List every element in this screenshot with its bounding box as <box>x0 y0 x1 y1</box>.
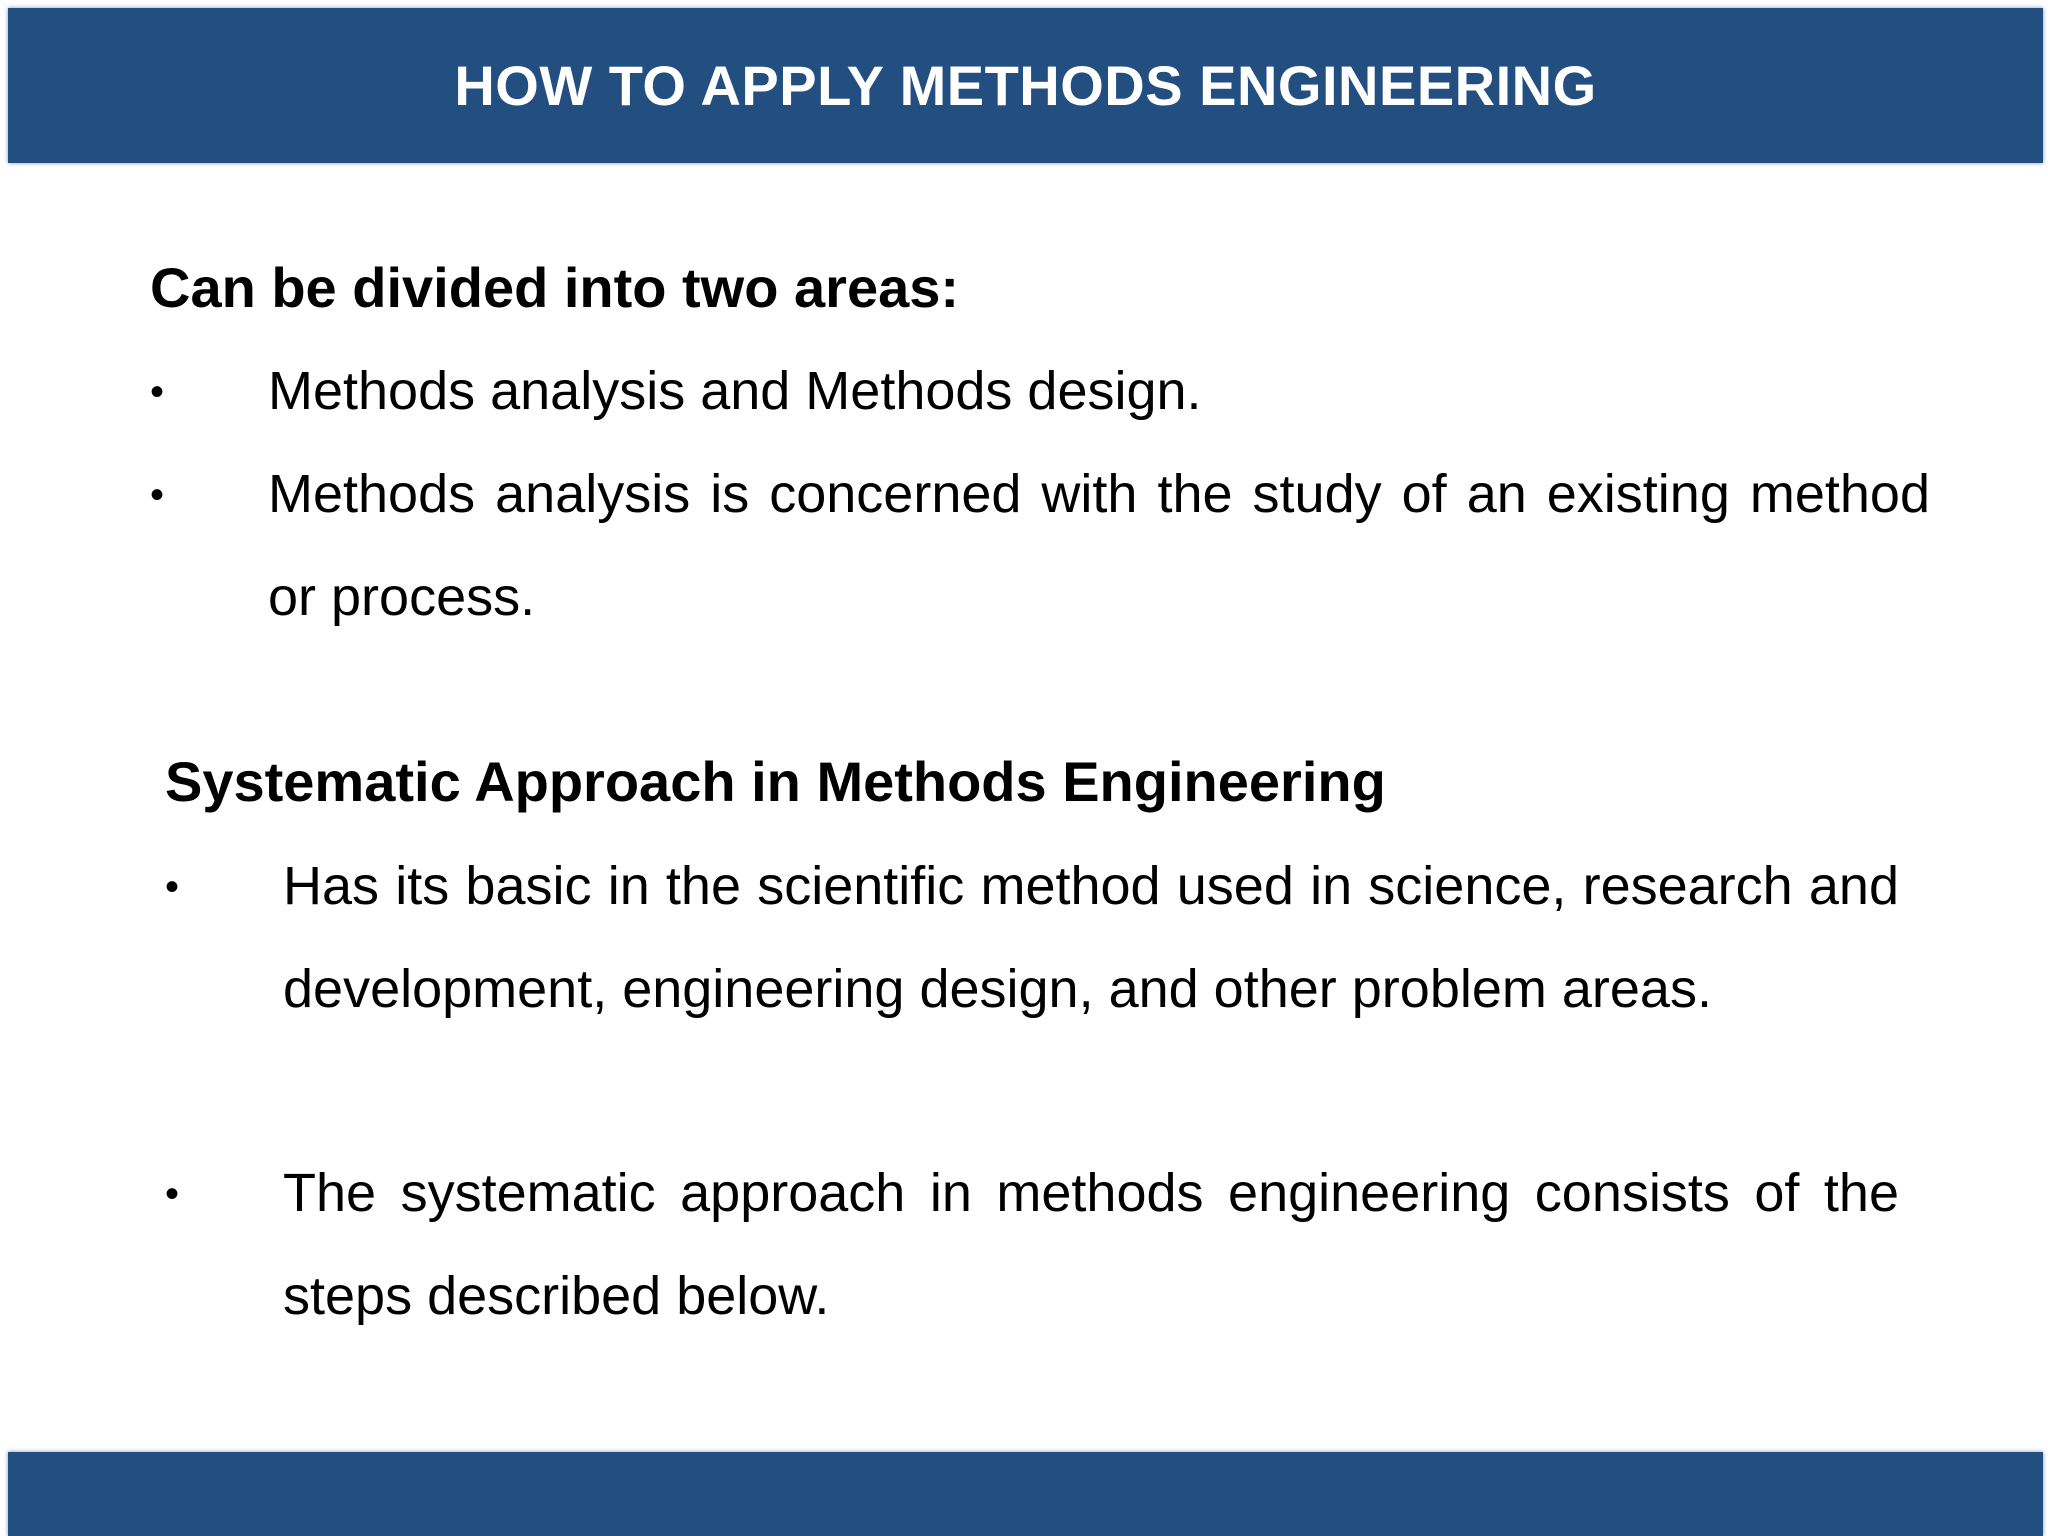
bullet-text: Has its basic in the scientific method used in science, research and development, engineering design, and other problem areas. <box>283 856 1899 1019</box>
list-item <box>165 857 1899 1117</box>
bullet-text: Methods analysis and Methods design. <box>268 361 1202 421</box>
bullet-text: The systematic approach in methods engineering consists of the steps described below. <box>283 1163 1899 1326</box>
bullet-icon: • <box>150 473 165 517</box>
section-heading-systematic-approach: Systematic Approach in Methods Engineering <box>165 750 1386 813</box>
title-bar <box>8 8 2043 163</box>
slide-title: HOW TO APPLY METHODS ENGINEERING <box>454 54 1597 117</box>
list-item <box>165 1164 1899 1324</box>
list-item <box>150 465 1930 625</box>
bullet-icon: • <box>165 865 180 909</box>
section-heading-areas: Can be divided into two areas: <box>150 256 960 319</box>
bullet-text: Methods analysis is concerned with the study of an existing method or process. <box>268 464 1930 627</box>
list-item <box>150 362 1930 422</box>
footer-bar <box>8 1452 2043 1536</box>
bullet-icon: • <box>150 370 165 414</box>
bullet-icon: • <box>165 1172 180 1216</box>
